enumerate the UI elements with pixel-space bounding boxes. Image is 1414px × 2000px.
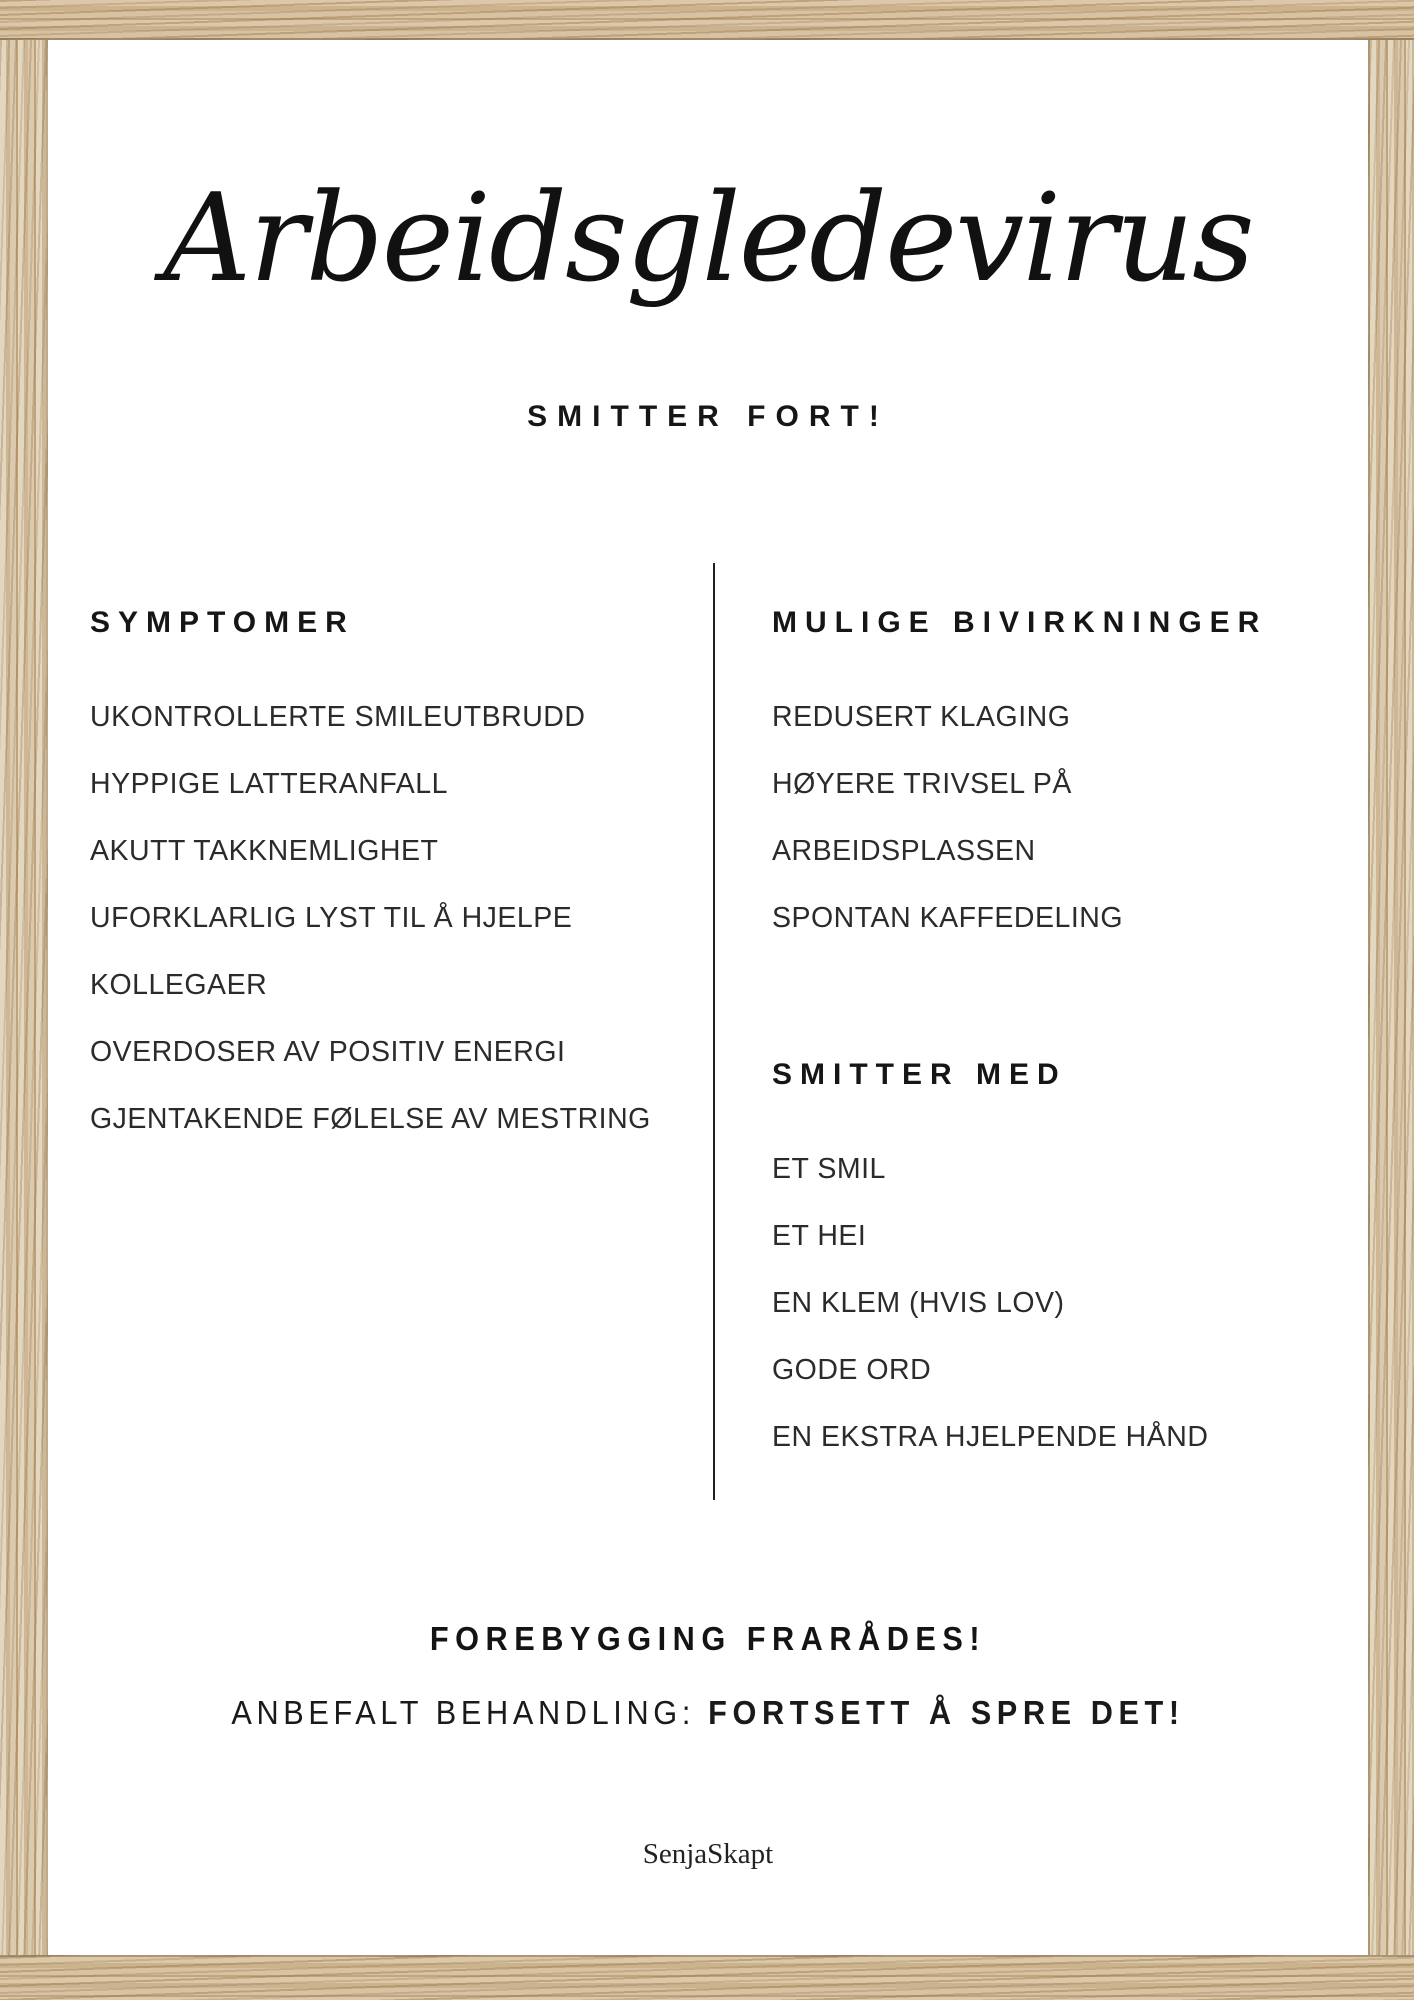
side-effects-section <box>772 606 1332 952</box>
spreads-with-list <box>772 1136 1332 1471</box>
poster-subtitle: SMITTER FORT! <box>527 400 889 433</box>
symptoms-heading: SYMPTOMER <box>90 606 355 639</box>
symptom-line: HYPPIGE LATTERANFALL <box>90 768 448 800</box>
symptom-line: KOLLEGAER <box>90 969 268 1001</box>
frame-bottom-rail <box>0 1955 1414 2000</box>
column-divider-line <box>713 563 715 1500</box>
spreads-with-line: ET SMIL <box>772 1153 886 1185</box>
symptom-line: AKUTT TAKKNEMLIGHET <box>90 835 439 867</box>
spreads-with-line: EN KLEM (HVIS LOV) <box>772 1287 1065 1319</box>
side-effects-list <box>772 684 1332 952</box>
spreads-with-heading: SMITTER MED <box>772 1058 1067 1091</box>
symptom-line: OVERDOSER AV POSITIV ENERGI <box>90 1036 566 1068</box>
treatment-note <box>94 1694 1322 1732</box>
spreads-with-line: ET HEI <box>772 1220 867 1252</box>
prevention-note: FOREBYGGING FRARÅDES! <box>429 1620 987 1657</box>
symptoms-list <box>90 684 670 1153</box>
frame-left-rail <box>0 40 48 1955</box>
symptom-line: UKONTROLLERTE SMILEUTBRUDD <box>90 701 586 733</box>
treatment-value: FORTSETT Å SPRE DET! <box>708 1694 1185 1731</box>
poster-title: Arbeidsgledevirus <box>163 167 1253 309</box>
frame-top-rail <box>0 0 1414 40</box>
symptoms-column <box>90 606 670 1153</box>
side-effect-line: ARBEIDSPLASSEN <box>772 835 1036 867</box>
spreads-with-line: EN EKSTRA HJELPENDE HÅND <box>772 1421 1209 1453</box>
side-effect-line: HØYERE TRIVSEL PÅ <box>772 768 1072 800</box>
symptom-line: UFORKLARLIG LYST TIL Å HJELPE <box>90 902 573 934</box>
spreads-with-line: GODE ORD <box>772 1354 932 1386</box>
frame-right-rail <box>1368 40 1414 1955</box>
spreads-with-section <box>772 1058 1332 1471</box>
side-effect-line: REDUSERT KLAGING <box>772 701 1071 733</box>
side-effect-line: SPONTAN KAFFEDELING <box>772 902 1124 934</box>
brand-signature: SenjaSkapt <box>642 1838 774 1870</box>
side-effects-heading: MULIGE BIVIRKNINGER <box>772 606 1268 639</box>
treatment-label: ANBEFALT BEHANDLING: <box>231 1694 709 1731</box>
symptom-line: GJENTAKENDE FØLELSE AV MESTRING <box>90 1103 651 1135</box>
